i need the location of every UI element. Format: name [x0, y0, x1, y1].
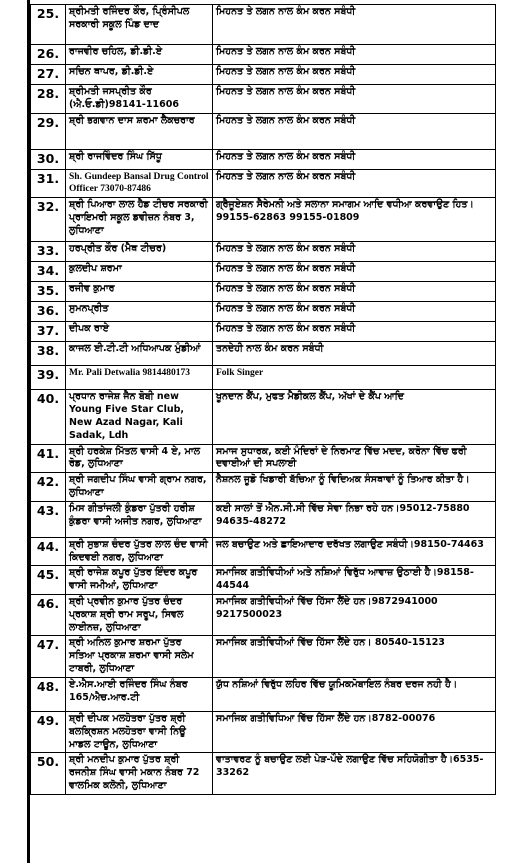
honoree-name: ਰਜੀਵ ਕੁਮਾਰ — [66, 282, 213, 302]
table-row — [31, 636, 496, 677]
honoree-name: Sh. Gundeep Bansal Drug Control Officer 73070-87486 — [66, 169, 213, 198]
table-row — [31, 282, 496, 302]
honoree-contribution: ਮਿਹਨਤ ਤੇ ਲਗਨ ਨਾਲ ਕੰਮ ਕਰਨ ਸਬੰਧੀ — [213, 113, 496, 149]
honoree-contribution: ਵਾਤਾਵਰਣ ਨੂੰ ਬਚਾਉਣ ਲਈ ਪੇੜ-ਪੌਦੇ ਲਗਾਉਣ ਵਿੱਚ ਸਹਿਯੋਗੀਤਾ ਹੈ।6535-33262 — [213, 753, 496, 794]
table-row — [31, 322, 496, 342]
row-number: 36. — [31, 302, 66, 322]
honoree-name: ਸ਼੍ਰੀ ਪਿਆਰਾ ਲਾਲ ਹੈਡ ਟੀਚਰ ਸਰਕਾਰੀ ਪ੍ਰਾਇਮਰੀ ਸਕੂਲ ਡਵੀਜ਼ਨ ਨੰਬਰ 3, ਲੁਧਿਆਣਾ — [66, 198, 213, 242]
honoree-contribution: ਮਿਹਨਤ ਤੇ ਲਗਨ ਨਾਲ ਕੰਮ ਕਰਨ ਸਬੰਧੀ — [213, 322, 496, 342]
row-number: 43. — [31, 501, 66, 537]
table-row — [31, 711, 496, 752]
row-number: 50. — [31, 753, 66, 794]
honoree-name: ਹਰਪ੍ਰੀਤ ਕੌਰ (ਮੈਥ ਟੀਚਰ) — [66, 242, 213, 262]
row-number: 26. — [31, 45, 66, 65]
table-row — [31, 65, 496, 85]
honoree-name: ਰਾਜਵੀਰ ਚਹਿਲ, ਡੀ.ਡੀ.ਏ — [66, 45, 213, 65]
row-number: 32. — [31, 198, 66, 242]
row-number: 28. — [31, 85, 66, 114]
honoree-contribution: ਨੈਸ਼ਨਲ ਜੂਡੋ ਖਿਡਾਰੀ ਬੱਚਿਆ ਨੂੰ ਵਿਦਿਅਕ ਸੰਸਥਾਵਾਂ ਨੂੰ ਤਿਆਰ ਕੀਤਾ ਹੈ। — [213, 473, 496, 502]
table-row — [31, 169, 496, 198]
honoree-contribution: ਖੂਨਦਾਨ ਕੈਂਪ, ਮੁਫਤ ਮੈਡੀਕਲ ਕੈਂਪ, ਅੱਖਾਂ ਦੇ ਕੈਂਪ ਆਦਿ — [213, 390, 496, 444]
honoree-contribution: ਜਲ ਬਚਾਉਣ ਅਤੇ ਛਾਇਆਦਾਰ ਦਰੱਖਤ ਲਗਾਉਣ ਸਬੰਧੀ।98150-74463 — [213, 537, 496, 566]
table-row — [31, 444, 496, 473]
honoree-contribution: ਮਿਹਨਤ ਤੇ ਲਗਨ ਨਾਲ ਕੰਮ ਕਰਨ ਸਬੰਧੀ — [213, 5, 496, 45]
table-row — [31, 390, 496, 444]
row-number: 38. — [31, 342, 66, 366]
honoree-name: ਸ਼੍ਰੀ ਭਗਵਾਨ ਦਾਸ ਸ਼ਰਮਾ ਲੈਕਚਰਾਰ — [66, 113, 213, 149]
honoree-name: ਏ.ਐਸ.ਆਈ ਰਜਿੰਦਰ ਸਿੰਘ ਨੰਬਰ 165/ਐਚ.ਆਰ.ਟੀ — [66, 677, 213, 711]
table-row — [31, 242, 496, 262]
honoree-contribution: ਤਨਦੇਹੀ ਨਾਲ ਕੰਮ ਕਰਨ ਸਬੰਧੀ — [213, 342, 496, 366]
honoree-contribution: ਮਿਹਨਤ ਤੇ ਲਗਨ ਨਾਲ ਕੰਮ ਕਰਨ ਸਬੰਧੀ — [213, 262, 496, 282]
row-number: 34. — [31, 262, 66, 282]
row-number: 27. — [31, 65, 66, 85]
honoree-table — [30, 4, 496, 795]
table-row — [31, 113, 496, 149]
honoree-name: ਸਚਿਨ ਥਾਪਰ, ਡੀ.ਡੀ.ਏ — [66, 65, 213, 85]
honoree-contribution: ਸਮਾਜ ਸੁਧਾਰਕ, ਕਈ ਮੰਦਿਰਾਂ ਦੇ ਨਿਰਮਾਣ ਵਿੱਚ ਮਦਦ, ਕਰੋਨਾ ਵਿੱਚ ਫਰੀ ਦਵਾਈਆਂ ਦੀ ਸਪਲਾਈ — [213, 444, 496, 473]
table-row — [31, 302, 496, 322]
honoree-name: ਕਾਜਲ ਈ.ਟੀ.ਟੀ ਅਧਿਆਪਕ ਮੁੰਡੀਆਂ — [66, 342, 213, 366]
row-number: 29. — [31, 113, 66, 149]
honoree-name: ਸ਼੍ਰੀਮਤੀ ਜਸਪ੍ਰੀਤ ਕੌਰ (ਐ.ਓ.ਡੀ)98141-11606 — [66, 85, 213, 114]
table-row — [31, 198, 496, 242]
table-row — [31, 262, 496, 282]
honoree-contribution: ਮਿਹਨਤ ਤੇ ਲਗਨ ਨਾਲ ਕੰਮ ਕਰਨ ਸਬੰਧੀ — [213, 45, 496, 65]
table-row — [31, 501, 496, 537]
table-row — [31, 45, 496, 65]
table-row — [31, 753, 496, 794]
row-number: 48. — [31, 677, 66, 711]
row-number: 25. — [31, 5, 66, 45]
honoree-contribution: ਸਮਾਜਿਕ ਗਤੀਵਿਧੀਆਂ ਵਿੱਚ ਹਿੱਸਾ ਲੈਂਦੇ ਹਨ। 80540-15123 — [213, 636, 496, 677]
row-number: 49. — [31, 711, 66, 752]
table-row — [31, 366, 496, 390]
honoree-contribution: ਕਈ ਸਾਲਾਂ ਤੋਂ ਐਨ.ਸੀ.ਸੀ ਵਿੱਚ ਸੇਵਾ ਨਿਭਾ ਰਹੇ ਹਨ।95012-75880 94635-48272 — [213, 501, 496, 537]
honoree-name: ਦੀਪਕ ਰਾਏ — [66, 322, 213, 342]
honoree-name: ਸ਼੍ਰੀ ਮਨਦੀਪ ਕੁਮਾਰ ਪੁੱਤਰ ਸ਼੍ਰੀ ਰਜਨੀਸ਼ ਸਿੰਘ ਵਾਸੀ ਮਕਾਨ ਨੰਬਰ 72 ਵਾਲਮਿਕ ਕਲੋਨੀ, ਲੁਧਿਆਣਾ — [66, 753, 213, 794]
table-row — [31, 342, 496, 366]
row-number: 46. — [31, 595, 66, 636]
row-number: 42. — [31, 473, 66, 502]
table-row — [31, 149, 496, 169]
honoree-contribution: ਮਿਹਨਤ ਤੇ ਲਗਨ ਨਾਲ ਕੰਮ ਕਰਨ ਸਬੰਧੀ — [213, 242, 496, 262]
honoree-contribution: ਮਿਹਨਤ ਤੇ ਲਗਨ ਨਾਲ ਕੰਮ ਕਰਨ ਸਬੰਧੀ — [213, 149, 496, 169]
row-number: 35. — [31, 282, 66, 302]
row-number: 40. — [31, 390, 66, 444]
table-row — [31, 677, 496, 711]
honoree-contribution: ਮਿਹਨਤ ਤੇ ਲਗਨ ਨਾਲ ਕੰਮ ਕਰਨ ਸਬੰਧੀ — [213, 282, 496, 302]
row-number: 44. — [31, 537, 66, 566]
honoree-contribution: ਸਮਾਜਿਕ ਗਤੀਵਿਧੀਆਂ ਅਤੇ ਨਸ਼ਿਆਂ ਵਿਰੁੱਧ ਆਵਾਜ਼ ਉਠਾਈ ਹੈ।98158-44544 — [213, 566, 496, 595]
honoree-contribution: ਯੁੱਧ ਨਸ਼ਿਆਂ ਵਿਰੁੱਧ ਲਹਿਰ ਵਿੱਚ ਯੂਮਿਕਮੋਬਾਇਲ ਨੰਬਰ ਦਰਜ ਨਹੀ ਹੈ। — [213, 677, 496, 711]
honoree-name: ਸ਼੍ਰੀ ਅਨਿਲ ਕੁਮਾਰ ਸ਼ਰਮਾ ਪੁੱਤਰ ਸਤਿਆ ਪ੍ਰਕਾਸ਼ ਸ਼ਰਮਾ ਵਾਸੀ ਸਲੇਮ ਟਾਬਰੀ, ਲੁਧਿਆਣਾ — [66, 636, 213, 677]
honoree-contribution: ਮਿਹਨਤ ਤੇ ਲਗਨ ਨਾਲ ਕੰਮ ਕਰਨ ਸਬੰਧੀ — [213, 302, 496, 322]
honoree-name: ਸੁਮਨਪ੍ਰੀਤ — [66, 302, 213, 322]
honoree-contribution: ਸਮਾਜਿਕ ਗਤੀਵਿਧਿਆ ਵਿੱਚ ਹਿੱਸਾ ਲੈਂਦੇ ਹਨ।8782-00076 — [213, 711, 496, 752]
honoree-contribution: Folk Singer — [213, 366, 496, 390]
honoree-name: ਪ੍ਰਧਾਨ ਰਾਜੇਸ਼ ਜੈਨ ਬੋਬੀ new Young Five Star Club, New Azad Nagar, Kali Sadak, Ldh — [66, 390, 213, 444]
honoree-contribution: ਮਿਹਨਤ ਤੇ ਲਗਨ ਨਾਲ ਕੰਮ ਕਰਨ ਸਬੰਧੀ — [213, 169, 496, 198]
honoree-name: Mr. Pali Detwalia 9814480173 — [66, 366, 213, 390]
table-row — [31, 85, 496, 114]
table-row — [31, 566, 496, 595]
honoree-name: ਸ਼੍ਰੀਮਤੀ ਰਜਿੰਦਰ ਕੌਰ, ਪ੍ਰਿੰਸੀਪਲ ਸਰਕਾਰੀ ਸਕੂਲ ਪਿੰਡ ਦਾਦ — [66, 5, 213, 45]
honoree-name: ਸ਼੍ਰੀ ਦੀਪਕ ਮਲਹੋਤਰਾ ਪੁੱਤਰ ਸ਼੍ਰੀ ਬਲਕ੍ਰਿਸ਼ਨ ਮਲਹੋਤਰਾ ਵਾਸੀ ਨਿਊ ਮਾਡਲ ਟਾਊਨ, ਲੁਧਿਆਣਾ — [66, 711, 213, 752]
honoree-name: ਕੁਲਦੀਪ ਸ਼ਰਮਾ — [66, 262, 213, 282]
honoree-name: ਸ਼੍ਰੀ ਰਾਜਵਿੰਦਰ ਸਿੰਘ ਸਿੱਧੂ — [66, 149, 213, 169]
table-row — [31, 595, 496, 636]
honoree-contribution: ਮਿਹਨਤ ਤੇ ਲਗਨ ਨਾਲ ਕੰਮ ਕਰਨ ਸਬੰਧੀ — [213, 85, 496, 114]
row-number: 33. — [31, 242, 66, 262]
honoree-name: ਮਿਸ ਗੀਤਾਂਜਲੀ ਕੁੰਡਰਾ ਪੁੱਤਰੀ ਹਰੀਸ਼ ਕੁੰਡਰਾ ਵਾਸੀ ਅਜੀਤ ਨਗਰ, ਲੁਧਿਆਣਾ — [66, 501, 213, 537]
row-number: 39. — [31, 366, 66, 390]
honoree-name: ਸ਼੍ਰੀ ਰਾਜੇਸ਼ ਕਪੂਰ ਪੁੱਤਰ ਇੰਦਰ ਕਪੂਰ ਵਾਸੀ ਜਮੀਆਂ, ਲੁਧਿਆਣਾ — [66, 566, 213, 595]
honoree-contribution: ਮਿਹਨਤ ਤੇ ਲਗਨ ਨਾਲ ਕੰਮ ਕਰਨ ਸਬੰਧੀ — [213, 65, 496, 85]
row-number: 45. — [31, 566, 66, 595]
table-row — [31, 473, 496, 502]
honoree-name: ਸ਼੍ਰੀ ਹਰਕੇਸ਼ ਮਿੱਤਲ ਵਾਸੀ 4 ਏ, ਮਾਲ ਰੋਡ, ਲੁਧਿਆਣਾ — [66, 444, 213, 473]
row-number: 41. — [31, 444, 66, 473]
honoree-table-body — [31, 5, 496, 795]
row-number: 31. — [31, 169, 66, 198]
honoree-name: ਸ਼੍ਰੀ ਸੁਭਾਸ਼ ਚੰਦਰ ਪੁੱਤਰ ਲਾਲ ਚੰਦ ਵਾਸੀ ਕਿਦਵਈ ਨਗਰ, ਲੁਧਿਆਣਾ — [66, 537, 213, 566]
table-row — [31, 537, 496, 566]
honoree-contribution: ਸਮਾਜਿਕ ਗਤੀਵਿਧੀਆਂ ਵਿੱਚ ਹਿੱਸਾ ਲੈਂਦੇ ਹਨ।9872941000 9217500023 — [213, 595, 496, 636]
honoree-name: ਸ਼੍ਰੀ ਜਗਦੀਪ ਸਿੰਘ ਵਾਸੀ ਗ੍ਰਾਮ ਨਗਰ, ਲੁਧਿਆਣਾ — [66, 473, 213, 502]
row-number: 30. — [31, 149, 66, 169]
row-number: 37. — [31, 322, 66, 342]
row-number: 47. — [31, 636, 66, 677]
honoree-name: ਸ਼੍ਰੀ ਪ੍ਰਵੀਨ ਕੁਮਾਰ ਪੁੱਤਰ ਚੰਦਰ ਪ੍ਰਕਾਸ਼ ਸ਼੍ਰੀ ਰਾਮ ਸਰੂਪ, ਸਿਵਲ ਲਾਈਨਜ਼, ਲੁਧਿਆਣਾ — [66, 595, 213, 636]
table-row — [31, 5, 496, 45]
honoree-contribution: ਗ੍ਰੈਜੂਏਸ਼ਨ ਸੈਰੇਮਨੀ ਅਤੇ ਸਲਾਨਾ ਸਮਾਗਮ ਆਦਿ ਵਧੀਆ ਕਰਵਾਉਣ ਹਿਤ।99155-62863 99155-01809 — [213, 198, 496, 242]
